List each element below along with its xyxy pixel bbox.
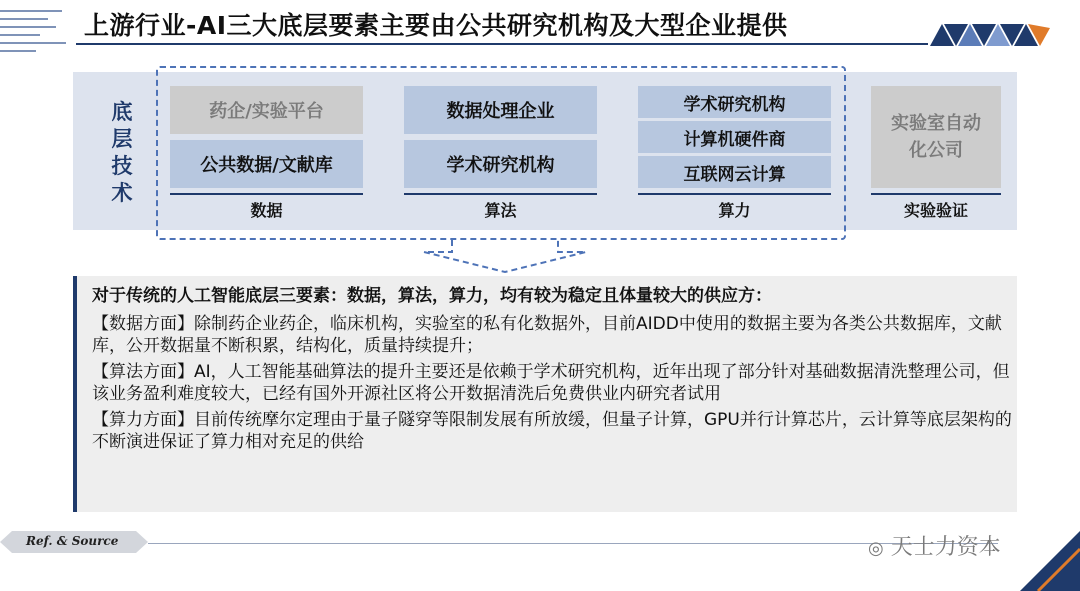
watermark-text: 天士力资本: [890, 535, 1001, 560]
column-label-compute: 算力: [718, 201, 751, 220]
summary-text: [92, 285, 1014, 457]
page-title: 上游行业-AI三大底层要素主要由公共研究机构及大型企业提供: [84, 11, 788, 40]
triangle-decoration-icon: [930, 24, 1050, 46]
ref-source-label: Ref. & Source: [26, 534, 119, 548]
box-data-processing: 数据处理企业: [404, 86, 597, 134]
summary-accent-bar: [73, 276, 77, 512]
summary-lead: 对于传统的人工智能底层三要素：数据，算法，算力，均有较为稳定且体量较大的供应方：: [92, 286, 772, 306]
side-label: 底层技术: [111, 100, 133, 205]
corner-decoration-icon: [1020, 531, 1080, 591]
column-rule-compute: [638, 193, 831, 195]
summary-paragraph-data: 【数据方面】除制药企业药企，临床机构，实验室的私有化数据外，目前AIDD中使用的数据主要为各类公共数据库，文献库，公开数据量不断积累，结构化，质量持续提升；: [92, 314, 1002, 356]
box-cloud-computing: 互联网云计算: [638, 156, 831, 188]
column-label-validation: 实验验证: [903, 201, 968, 220]
column-label-data: 数据: [250, 201, 283, 220]
column-rule-algorithm: [404, 193, 597, 195]
box-pharma-platform: 药企/实验平台: [170, 86, 363, 134]
summary-paragraph-algorithm: 【算法方面】AI，人工智能基础算法的提升主要还是依赖于学术研究机构，近年出现了部分针对基础数据清洗整理公司，但该业务盈利难度较大，已经有国外开源社区将公开数据清洗后免费供业内研究者试用: [92, 362, 1010, 404]
watermark: [868, 530, 1001, 561]
wechat-icon: ◎: [868, 538, 884, 559]
column-rule-data: [170, 193, 363, 195]
box-academic-compute: 学术研究机构: [638, 86, 831, 118]
box-hardware-vendor: 计算机硬件商: [638, 121, 831, 153]
box-academic-algorithm: 学术研究机构: [404, 140, 597, 188]
box-public-database: 公共数据/文献库: [170, 140, 363, 188]
summary-paragraph-compute: 【算力方面】目前传统摩尔定理由于量子隧穿等限制发展有所放缓，但量子计算，GPU并行计算芯片，云计算等底层架构的不断演进保证了算力相对充足的供给: [92, 410, 1012, 452]
header-lines-decoration: [0, 0, 80, 60]
title-underline: [76, 43, 928, 45]
down-arrow-icon: [420, 238, 590, 276]
box-lab-automation: 实验室自动化公司: [871, 86, 1001, 188]
column-rule-validation: [871, 193, 1001, 195]
column-label-algorithm: 算法: [484, 201, 517, 220]
